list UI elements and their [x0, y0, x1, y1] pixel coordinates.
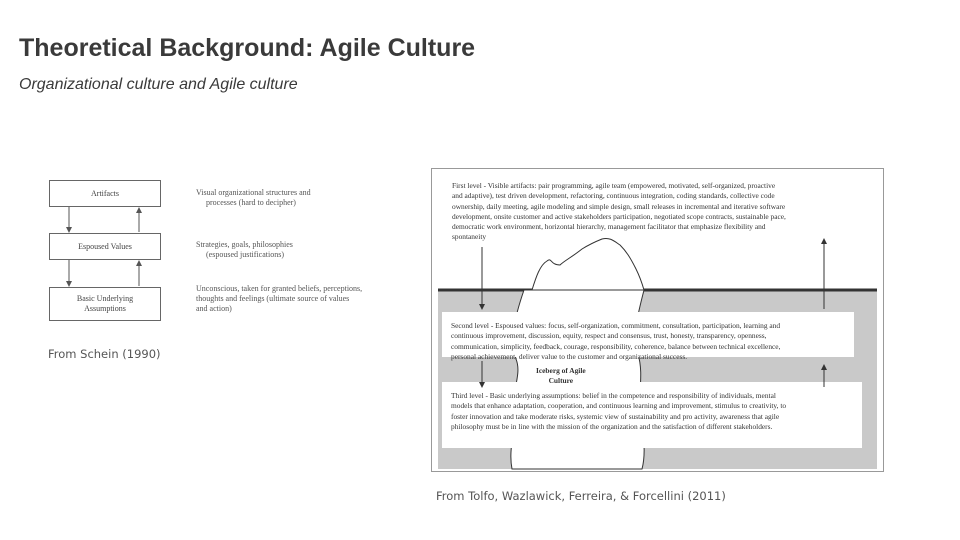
iceberg-label: Iceberg of Agile Culture	[536, 366, 586, 386]
schein-desc-assumptions: Unconscious, taken for granted beliefs, perceptions, thoughts and feelings (ultimate source of values and action)	[196, 284, 363, 313]
schein-desc-espoused-values: Strategies, goals, philosophies (espoused justifications)	[196, 240, 293, 259]
schein-desc-artifacts: Visual organizational structures and processes (hard to decipher)	[196, 188, 311, 207]
schein-box-assumptions: Basic Underlying Assumptions	[49, 287, 161, 321]
schein-caption: From Schein (1990)	[48, 347, 161, 361]
page-title: Theoretical Background: Agile Culture	[19, 34, 476, 62]
schein-box-espoused-values: Espoused Values	[49, 233, 161, 260]
first-level-text: First level - Visible artifacts: pair programming, agile team (empowered, motivated, self-organized, proactive and adaptive), test driven development, refactoring, continuous integration, coding standards, collective code ownership, daily meeting, agile modeling and simple design, small releases in incremental and iterative software development, onsite customer and active stakeholders participation, negotiated scope contracts, sustainable pace, democratic work environment, horizontal hierarchy, management facilitator that emphasize flexibility and spontaneity	[452, 181, 786, 242]
tolfo-caption: From Tolfo, Wazlawick, Ferreira, & Forcellini (2011)	[436, 489, 726, 503]
page-subtitle: Organizational culture and Agile culture	[19, 76, 298, 93]
iceberg-tip	[532, 238, 644, 290]
iceberg-figure	[431, 168, 884, 472]
schein-box-artifacts: Artifacts	[49, 180, 161, 207]
third-level-text: Third level - Basic underlying assumptions: belief in the competence and responsibility of individuals, mental models that enhance adaptation, cooperation, and continuous learning and improvement, stimulus to creativity, to foster innovation and take moderate risks, systemic view of sustainability and pro activity, awareness that agile philosophy must be in line with the mission of the organization and the satisfaction of different stakeholders.	[451, 391, 787, 431]
second-level-text: Second level - Espoused values: focus, self-organization, commitment, consultation, participation, learning and continuous improvement, discussion, equity, respect and consensus, trust, honesty, transparency, openness, communication, simplicity, feedback, courage, responsibility, coherence, balance between technical excellence, personal achievement, deliver value to the customer and organizational success.	[451, 321, 781, 361]
